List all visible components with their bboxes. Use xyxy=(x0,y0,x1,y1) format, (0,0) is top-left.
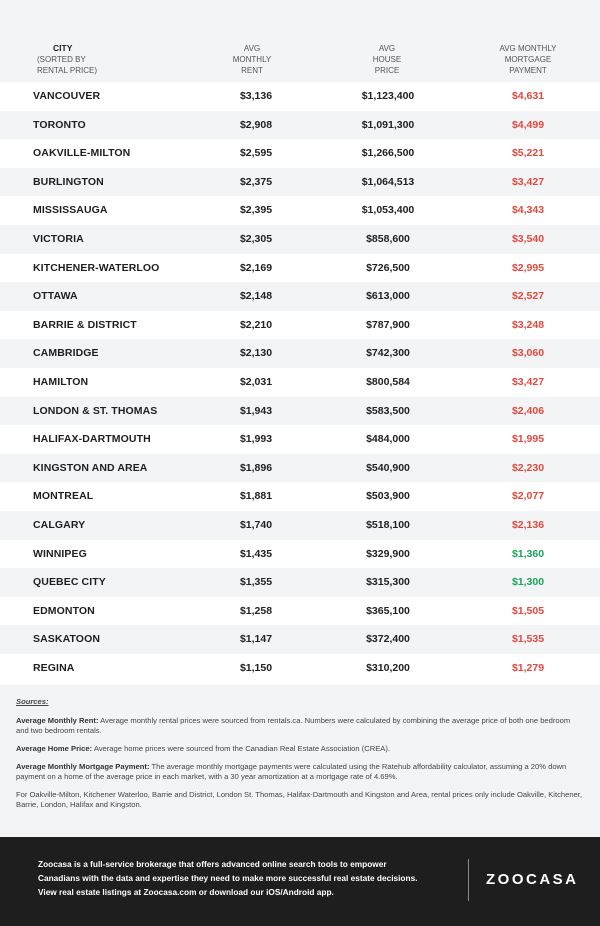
header-rent-l2: MONTHLY xyxy=(232,55,272,64)
footer-line-2: Canadians with the data and expertise they need to make more successful real estate decisions. xyxy=(38,873,418,883)
header-rent xyxy=(222,43,282,76)
house-price-cell: $540,900 xyxy=(366,461,410,474)
house-price-cell: $1,091,300 xyxy=(361,118,415,131)
source-rent-text: Average monthly rental prices were sourced from rentals.ca. Numbers were calculated by combining the average price of both one bedroom and two bedroom rentals. xyxy=(16,716,571,735)
city-cell: HALIFAX-DARTMOUTH xyxy=(33,433,151,446)
mortgage-cell: $2,230 xyxy=(511,461,545,474)
house-price-cell: $1,053,400 xyxy=(361,204,415,217)
header-mort-l1: AVG MONTHLY xyxy=(499,44,557,53)
table-row xyxy=(0,225,600,254)
rent-cell: $2,375 xyxy=(239,175,273,188)
rent-cell: $2,395 xyxy=(239,204,273,217)
mortgage-cell: $1,505 xyxy=(511,604,545,617)
city-cell: SASKATOON xyxy=(33,633,101,646)
mortgage-cell: $4,631 xyxy=(511,90,545,102)
header-rent-l1: AVG xyxy=(243,44,261,53)
table-row xyxy=(0,597,600,626)
rent-cell: $1,355 xyxy=(239,576,273,589)
rent-cell: $1,435 xyxy=(239,547,273,560)
house-price-cell: $310,200 xyxy=(366,661,410,674)
rent-cell: $2,031 xyxy=(239,375,273,388)
city-cell: VICTORIA xyxy=(33,232,84,245)
table-header xyxy=(0,0,600,82)
house-price-cell: $329,900 xyxy=(366,547,410,560)
zoocasa-logo: ZOOCASA xyxy=(486,871,579,888)
city-cell: HAMILTON xyxy=(33,375,89,388)
mortgage-cell: $3,427 xyxy=(511,175,545,188)
table-row xyxy=(0,368,600,397)
mortgage-cell: $1,300 xyxy=(511,576,545,589)
house-price-cell: $800,584 xyxy=(366,375,410,388)
city-cell: WINNIPEG xyxy=(33,547,87,560)
rent-cell: $2,169 xyxy=(239,261,273,274)
city-cell: BARRIE & DISTRICT xyxy=(33,318,137,331)
mortgage-cell: $1,535 xyxy=(511,633,545,646)
rent-cell: $1,147 xyxy=(239,633,273,646)
house-price-cell: $518,100 xyxy=(366,518,410,531)
table-row xyxy=(0,454,600,483)
header-house xyxy=(355,43,419,76)
city-cell: MISSISSAUGA xyxy=(33,204,108,217)
house-price-cell: $1,266,500 xyxy=(361,147,415,160)
source-home-label: Average Home Price: xyxy=(16,744,93,753)
header-city-sub1: (SORTED BY xyxy=(37,55,86,64)
sources-section xyxy=(0,685,600,837)
header-mort-l2: MORTGAGE xyxy=(504,55,552,64)
city-cell: REGINA xyxy=(33,661,75,674)
table-row xyxy=(0,625,600,654)
table-row xyxy=(0,111,600,140)
table-row xyxy=(0,168,600,197)
table-row xyxy=(0,425,600,454)
house-price-cell: $315,300 xyxy=(366,576,410,589)
house-price-cell: $742,300 xyxy=(366,347,410,360)
rent-cell: $1,896 xyxy=(239,461,273,474)
city-cell: MONTREAL xyxy=(33,490,94,503)
mortgage-cell: $2,995 xyxy=(511,261,545,274)
table-row xyxy=(0,254,600,283)
table-row xyxy=(0,397,600,426)
rent-cell: $2,908 xyxy=(239,118,273,131)
source-mortgage xyxy=(16,762,584,782)
rent-cell: $2,130 xyxy=(239,347,273,360)
source-mort-label: Average Monthly Mortgage Payment: xyxy=(16,762,150,771)
table-row xyxy=(0,139,600,168)
house-price-cell: $484,000 xyxy=(366,433,410,446)
table-row xyxy=(0,282,600,311)
house-price-cell: $726,500 xyxy=(366,261,410,274)
table-row xyxy=(0,82,600,111)
rent-cell: $2,148 xyxy=(239,290,273,303)
mortgage-cell: $5,221 xyxy=(511,147,545,160)
table-body xyxy=(0,82,600,682)
house-price-cell: $583,500 xyxy=(366,404,410,417)
city-cell: CAMBRIDGE xyxy=(33,347,99,360)
source-home xyxy=(16,744,584,754)
rent-cell: $2,305 xyxy=(239,232,273,245)
table-row xyxy=(0,339,600,368)
mortgage-cell: $4,343 xyxy=(511,204,545,217)
source-mort-text: The average monthly mortgage payments were calculated using the Ratehub affordability calculator, assuming a 20% down payment on a home of the average price in each market, with a 30 year amortization at a mortgage rate of 4.69%. xyxy=(16,762,567,781)
table-row xyxy=(0,311,600,340)
header-house-l2: HOUSE xyxy=(372,55,402,64)
city-cell: TORONTO xyxy=(33,118,86,131)
city-cell: BURLINGTON xyxy=(33,175,104,188)
footer-divider xyxy=(468,859,469,901)
rent-cell: $1,258 xyxy=(239,604,273,617)
city-cell: VANCOUVER xyxy=(33,90,101,102)
rent-cell: $3,136 xyxy=(239,90,273,102)
rent-cell: $2,595 xyxy=(239,147,273,160)
city-cell: OTTAWA xyxy=(33,290,78,303)
table-row xyxy=(0,511,600,540)
footer-line-1: Zoocasa is a full-service brokerage that offers advanced online search tools to empower xyxy=(38,859,387,869)
rent-cell: $1,881 xyxy=(239,490,273,503)
footer-text xyxy=(38,857,458,899)
house-price-cell: $503,900 xyxy=(366,490,410,503)
table-row xyxy=(0,196,600,225)
house-price-cell: $1,064,513 xyxy=(361,175,415,188)
mortgage-cell: $2,077 xyxy=(511,490,545,503)
header-house-l1: AVG xyxy=(378,44,396,53)
house-price-cell: $858,600 xyxy=(366,232,410,245)
footer-line-3: View real estate listings at Zoocasa.com or download our iOS/Android app. xyxy=(38,887,334,897)
city-cell: KINGSTON AND AREA xyxy=(33,461,148,474)
mortgage-cell: $1,995 xyxy=(511,433,545,446)
sources-title: Sources: xyxy=(16,697,49,706)
mortgage-cell: $2,527 xyxy=(511,290,545,303)
mortgage-cell: $3,060 xyxy=(511,347,545,360)
house-price-cell: $365,100 xyxy=(366,604,410,617)
mortgage-cell: $3,540 xyxy=(511,232,545,245)
city-cell: EDMONTON xyxy=(33,604,95,617)
city-cell: CALGARY xyxy=(33,518,86,531)
house-price-cell: $613,000 xyxy=(366,290,410,303)
source-note: For Oakville-Milton, Kitchener Waterloo, Barrie and District, London St. Thomas, Halifax-Dartmouth and Kingston and Area, rental prices only include Oakville, Kitchener, Barrie, London, Halifax and Kingston. xyxy=(16,790,582,809)
table-row xyxy=(0,540,600,569)
header-rent-l3: RENT xyxy=(241,66,263,75)
mortgage-cell: $4,499 xyxy=(511,118,545,131)
source-rent-label: Average Monthly Rent: xyxy=(16,716,99,725)
house-price-cell: $787,900 xyxy=(366,318,410,331)
city-cell: KITCHENER-WATERLOO xyxy=(33,261,160,274)
mortgage-cell: $2,406 xyxy=(511,404,545,417)
mortgage-cell: $1,279 xyxy=(511,661,545,674)
house-price-cell: $1,123,400 xyxy=(361,90,415,102)
header-city-sub2: RENTAL PRICE) xyxy=(37,66,98,75)
header-house-l3: PRICE xyxy=(374,66,400,75)
table-row xyxy=(0,654,600,683)
city-cell: OAKVILLE-MILTON xyxy=(33,147,131,160)
source-home-text: Average home prices were sourced from the Canadian Real Estate Association (CREA). xyxy=(92,744,390,753)
rent-cell: $1,740 xyxy=(239,518,273,531)
house-price-cell: $372,400 xyxy=(366,633,410,646)
mortgage-cell: $1,360 xyxy=(511,547,545,560)
header-mortgage xyxy=(488,43,568,76)
table-row xyxy=(0,568,600,597)
header-city-title: CITY xyxy=(53,43,73,53)
mortgage-cell: $3,427 xyxy=(511,375,545,388)
city-cell: LONDON & ST. THOMAS xyxy=(33,404,158,417)
table-row xyxy=(0,482,600,511)
rent-cell: $1,150 xyxy=(239,661,273,674)
mortgage-cell: $3,248 xyxy=(511,318,545,331)
city-cell: QUEBEC CITY xyxy=(33,576,106,589)
rent-cell: $1,943 xyxy=(239,404,273,417)
footer xyxy=(0,837,600,926)
mortgage-cell: $2,136 xyxy=(511,518,545,531)
rent-cell: $1,993 xyxy=(239,433,273,446)
rent-cell: $2,210 xyxy=(239,318,273,331)
header-mort-l3: PAYMENT xyxy=(509,66,547,75)
header-city xyxy=(37,43,147,76)
source-rent xyxy=(16,716,584,736)
